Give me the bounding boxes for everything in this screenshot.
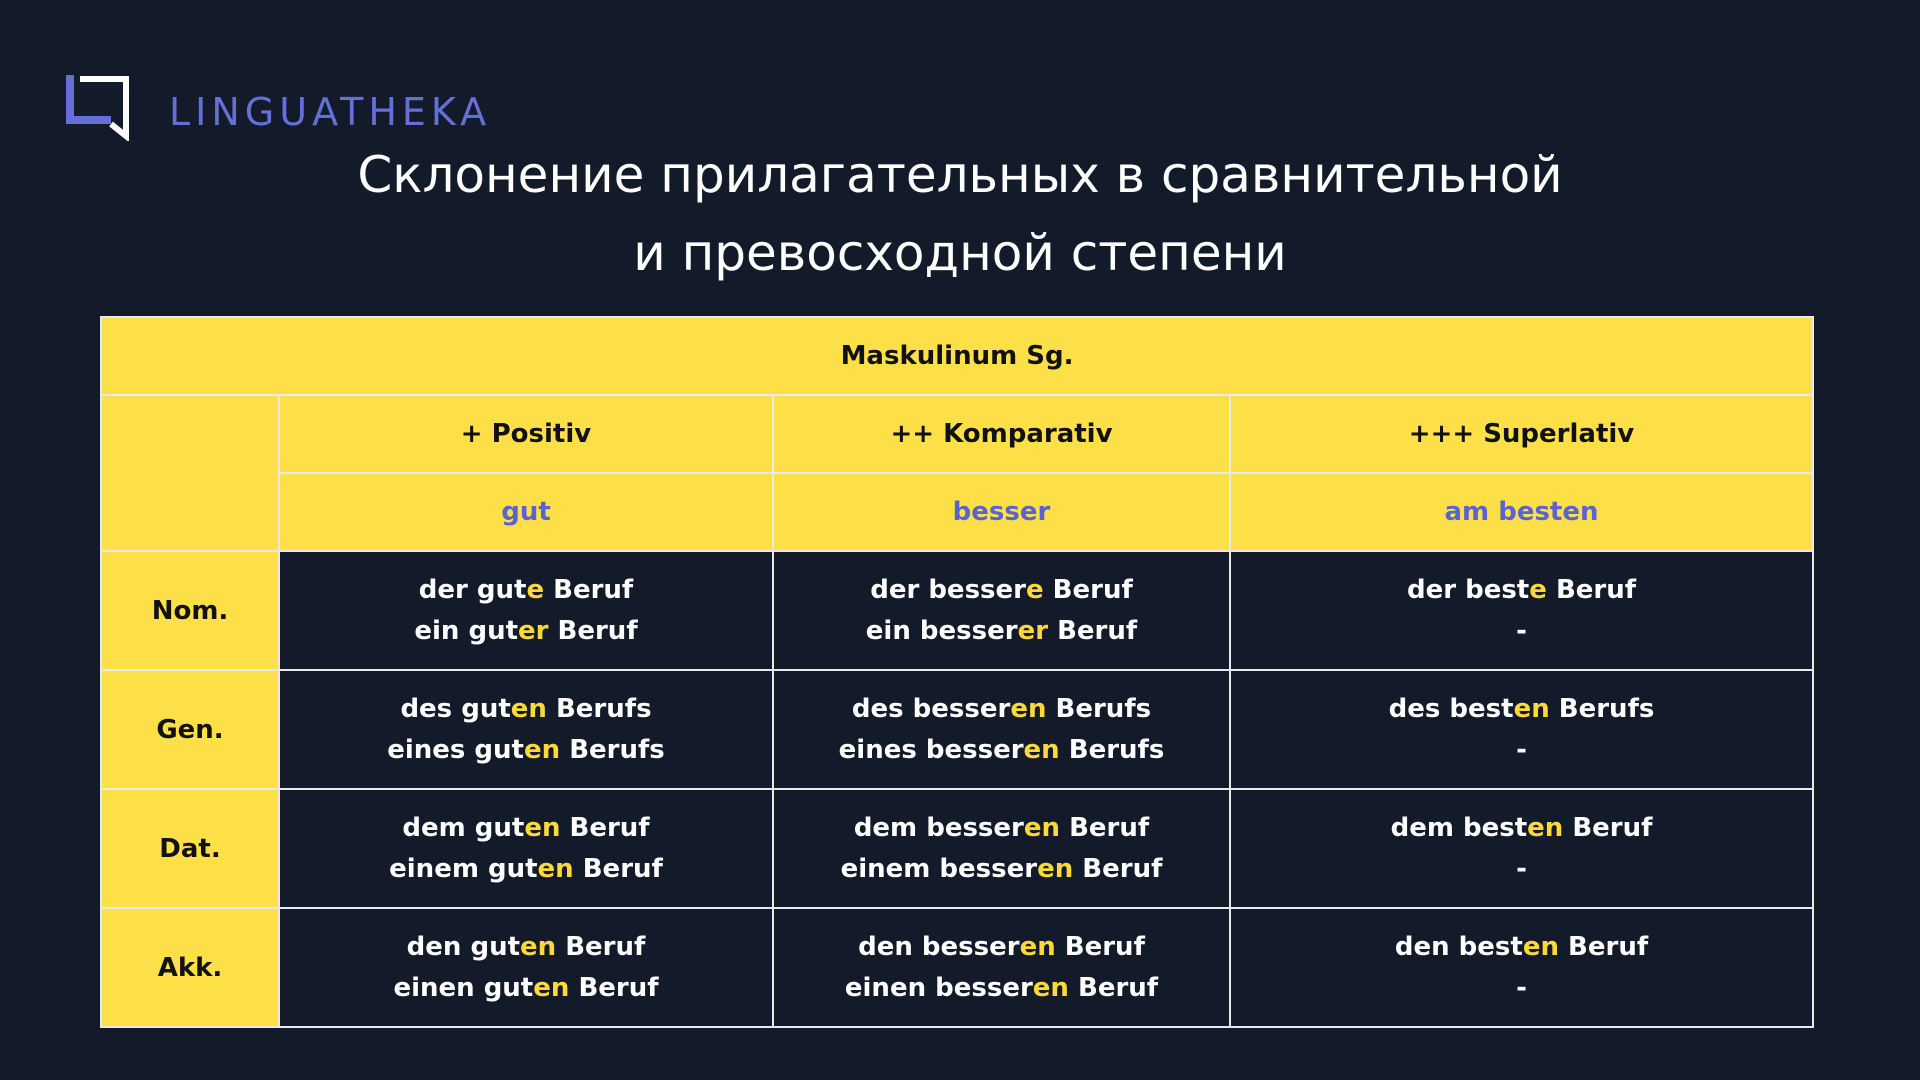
- declension-cell: [773, 670, 1230, 789]
- declension-line: -: [1516, 853, 1527, 884]
- declension-line: den guten Beruf: [406, 931, 646, 962]
- brand-logo: [65, 75, 491, 141]
- declension-line: einem guten Beruf: [389, 853, 663, 884]
- declension-line: ein guter Beruf: [414, 615, 638, 646]
- ending-highlight: e: [1025, 574, 1044, 605]
- ending-highlight: en: [1023, 812, 1061, 843]
- declension-line: einem besseren Beruf: [840, 853, 1163, 884]
- ending-highlight: en: [1522, 931, 1559, 962]
- declension-line: -: [1516, 734, 1527, 765]
- degree-form-row: [101, 473, 1813, 551]
- declension-line: den besseren Beruf: [858, 931, 1145, 962]
- corner-cell: [101, 395, 279, 551]
- degree-header-superlativ: +++ Superlativ: [1230, 395, 1813, 473]
- ending-highlight: en: [1019, 931, 1056, 962]
- declension-cell: [773, 908, 1230, 1027]
- declension-line: der gute Beruf: [418, 574, 634, 605]
- ending-highlight: en: [1513, 693, 1550, 724]
- table-row: [101, 908, 1813, 1027]
- ending-highlight: e: [1529, 574, 1547, 605]
- table-row: [101, 670, 1813, 789]
- declension-line: der bessere Beruf: [870, 574, 1133, 605]
- declension-line: dem besseren Beruf: [853, 812, 1150, 843]
- declension-line: des guten Berufs: [400, 693, 652, 724]
- declension-cell: [279, 551, 773, 670]
- declension-cell: [773, 789, 1230, 908]
- declension-cell: [1230, 670, 1813, 789]
- page-title-line-2: и превосходной степени: [633, 224, 1287, 282]
- declension-line: dem besten Beruf: [1390, 812, 1653, 843]
- ending-highlight: en: [1032, 972, 1069, 1003]
- declension-line: -: [1516, 972, 1527, 1003]
- degree-form-superlativ: am besten: [1230, 473, 1813, 551]
- case-label: Dat.: [101, 789, 279, 908]
- linguatheka-logo-icon: [65, 75, 133, 141]
- ending-highlight: en: [524, 812, 561, 843]
- table-row: [101, 551, 1813, 670]
- declension-cell: [279, 789, 773, 908]
- declension-line: den besten Beruf: [1394, 931, 1649, 962]
- declension-table: [100, 316, 1814, 1028]
- declension-cell: [1230, 551, 1813, 670]
- ending-highlight: en: [537, 853, 574, 884]
- table-caption: Maskulinum Sg.: [101, 317, 1813, 395]
- ending-highlight: en: [1527, 812, 1564, 843]
- declension-line: -: [1516, 615, 1527, 646]
- page-title-line-1: Склонение прилагательных в сравнительной: [357, 146, 1563, 204]
- declension-line: einen besseren Beruf: [844, 972, 1159, 1003]
- declension-cell: [279, 670, 773, 789]
- case-label: Nom.: [101, 551, 279, 670]
- degree-header-positiv: + Positiv: [279, 395, 773, 473]
- ending-highlight: e: [526, 574, 545, 605]
- ending-highlight: en: [524, 734, 561, 765]
- ending-highlight: en: [1037, 853, 1074, 884]
- degree-header-row: [101, 395, 1813, 473]
- declension-line: ein besserer Beruf: [865, 615, 1138, 646]
- declension-line: des besten Berufs: [1388, 693, 1655, 724]
- ending-highlight: en: [520, 931, 557, 962]
- ending-highlight: en: [510, 693, 547, 724]
- declension-cell: [1230, 789, 1813, 908]
- ending-highlight: en: [533, 972, 570, 1003]
- declension-line: der beste Beruf: [1406, 574, 1637, 605]
- declension-line: eines guten Berufs: [387, 734, 665, 765]
- declension-line: des besseren Berufs: [851, 693, 1152, 724]
- table-caption-row: [101, 317, 1813, 395]
- ending-highlight: en: [1010, 693, 1047, 724]
- declension-cell: [279, 908, 773, 1027]
- brand-name: LINGUATHEKA: [169, 90, 492, 134]
- degree-header-komparativ: ++ Komparativ: [773, 395, 1230, 473]
- degree-form-komparativ: besser: [773, 473, 1230, 551]
- declension-line: einen guten Beruf: [393, 972, 659, 1003]
- declension-cell: [1230, 908, 1813, 1027]
- declension-cell: [773, 551, 1230, 670]
- case-label: Akk.: [101, 908, 279, 1027]
- case-label: Gen.: [101, 670, 279, 789]
- table-row: [101, 789, 1813, 908]
- declension-line: dem guten Beruf: [402, 812, 650, 843]
- ending-highlight: en: [1023, 734, 1060, 765]
- ending-highlight: er: [518, 615, 549, 646]
- degree-form-positiv: gut: [279, 473, 773, 551]
- page-title: [0, 136, 1920, 292]
- ending-highlight: er: [1017, 615, 1049, 646]
- declension-line: eines besseren Berufs: [838, 734, 1165, 765]
